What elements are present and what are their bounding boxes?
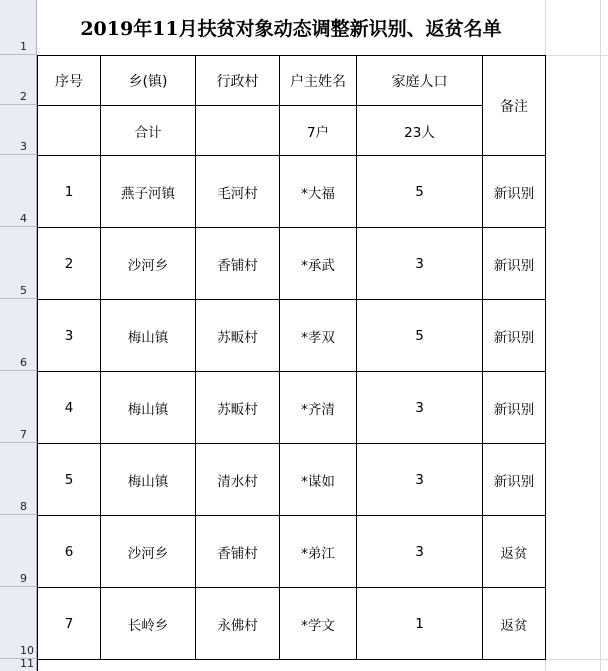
header-village[interactable]: 行政村 bbox=[196, 56, 280, 106]
cell-village[interactable]: 香铺村 bbox=[196, 516, 280, 588]
cell-family-size[interactable]: 3 bbox=[357, 228, 483, 300]
cell-remarks[interactable]: 新识别 bbox=[483, 444, 546, 516]
cell-seq[interactable]: 3 bbox=[38, 300, 101, 372]
row-header-5[interactable] bbox=[0, 227, 36, 299]
row-number: 1 bbox=[20, 40, 27, 53]
table-row bbox=[38, 372, 546, 444]
row-number: 11 bbox=[20, 657, 34, 670]
cell-town[interactable]: 梅山镇 bbox=[101, 444, 196, 516]
cell-seq[interactable]: 2 bbox=[38, 228, 101, 300]
header-family-size[interactable]: 家庭人口 bbox=[357, 56, 483, 106]
cell-householder[interactable]: *大福 bbox=[280, 156, 357, 228]
row-number: 2 bbox=[20, 90, 27, 103]
row-number: 5 bbox=[20, 284, 27, 297]
table-row bbox=[38, 228, 546, 300]
row-number: 3 bbox=[20, 140, 27, 153]
row-header-2[interactable] bbox=[0, 55, 36, 105]
cell-remarks[interactable]: 新识别 bbox=[483, 300, 546, 372]
cell-village[interactable]: 毛河村 bbox=[196, 156, 280, 228]
table-row bbox=[38, 588, 546, 660]
table-row bbox=[38, 516, 546, 588]
row-header-7[interactable] bbox=[0, 371, 36, 443]
cell-remarks[interactable]: 新识别 bbox=[483, 372, 546, 444]
cell-village[interactable]: 苏畈村 bbox=[196, 372, 280, 444]
sheet-title[interactable]: 2019年11月扶贫对象动态调整新识别、返贫名单 bbox=[80, 18, 502, 40]
summary-village-cell[interactable] bbox=[196, 106, 280, 156]
table-row bbox=[38, 300, 546, 372]
cell-village[interactable]: 清水村 bbox=[196, 444, 280, 516]
cell-town[interactable]: 梅山镇 bbox=[101, 372, 196, 444]
row-header-3[interactable] bbox=[0, 105, 36, 155]
row-number: 4 bbox=[20, 212, 27, 225]
row-number: 6 bbox=[20, 356, 27, 369]
row-number: 10 bbox=[20, 644, 34, 657]
row-number: 7 bbox=[20, 428, 27, 441]
cell-seq[interactable]: 1 bbox=[38, 156, 101, 228]
cell-town[interactable]: 沙河乡 bbox=[101, 228, 196, 300]
cell-householder[interactable]: *承武 bbox=[280, 228, 357, 300]
cell-village[interactable]: 永佛村 bbox=[196, 588, 280, 660]
cell-family-size[interactable]: 5 bbox=[357, 300, 483, 372]
summary-label[interactable]: 合计 bbox=[101, 106, 196, 156]
summary-seq-cell[interactable] bbox=[38, 106, 101, 156]
cell-town[interactable]: 沙河乡 bbox=[101, 516, 196, 588]
cell-householder[interactable]: *弟江 bbox=[280, 516, 357, 588]
cell-town[interactable]: 长岭乡 bbox=[101, 588, 196, 660]
row-header-6[interactable] bbox=[0, 299, 36, 371]
cell-householder[interactable]: *谋如 bbox=[280, 444, 357, 516]
cell-seq[interactable]: 4 bbox=[38, 372, 101, 444]
table-row bbox=[38, 156, 546, 228]
summary-households[interactable]: 7户 bbox=[280, 106, 357, 156]
header-row bbox=[38, 56, 546, 106]
summary-row bbox=[38, 106, 546, 156]
cell-householder[interactable]: *齐清 bbox=[280, 372, 357, 444]
cell-seq[interactable]: 7 bbox=[38, 588, 101, 660]
row-number: 8 bbox=[20, 500, 27, 513]
header-remarks[interactable]: 备注 bbox=[483, 56, 546, 156]
cell-family-size[interactable]: 5 bbox=[357, 156, 483, 228]
data-table bbox=[37, 55, 546, 660]
cell-village[interactable]: 苏畈村 bbox=[196, 300, 280, 372]
cell-town[interactable]: 梅山镇 bbox=[101, 300, 196, 372]
cell-village[interactable]: 香铺村 bbox=[196, 228, 280, 300]
cell-householder[interactable]: *学文 bbox=[280, 588, 357, 660]
cell-remarks[interactable]: 新识别 bbox=[483, 228, 546, 300]
cell-seq[interactable]: 6 bbox=[38, 516, 101, 588]
row-header-1[interactable] bbox=[0, 0, 36, 55]
cell-remarks[interactable]: 新识别 bbox=[483, 156, 546, 228]
cell-family-size[interactable]: 3 bbox=[357, 444, 483, 516]
row-header-4[interactable] bbox=[0, 155, 36, 227]
cell-householder[interactable]: *孝双 bbox=[280, 300, 357, 372]
grid-line bbox=[600, 0, 601, 671]
cell-town[interactable]: 燕子河镇 bbox=[101, 156, 196, 228]
summary-people[interactable]: 23人 bbox=[357, 106, 483, 156]
cell-seq[interactable]: 5 bbox=[38, 444, 101, 516]
header-town[interactable]: 乡(镇) bbox=[101, 56, 196, 106]
row-header-8[interactable] bbox=[0, 443, 36, 515]
header-householder[interactable]: 户主姓名 bbox=[280, 56, 357, 106]
row-header-10[interactable] bbox=[0, 587, 36, 659]
cell-family-size[interactable]: 1 bbox=[357, 588, 483, 660]
empty-row-11[interactable] bbox=[37, 659, 546, 671]
cell-remarks[interactable]: 返贫 bbox=[483, 588, 546, 660]
cell-family-size[interactable]: 3 bbox=[357, 516, 483, 588]
cell-remarks[interactable]: 返贫 bbox=[483, 516, 546, 588]
row-header-9[interactable] bbox=[0, 515, 36, 587]
row-number: 9 bbox=[20, 572, 27, 585]
header-seq[interactable]: 序号 bbox=[38, 56, 101, 106]
cell-family-size[interactable]: 3 bbox=[357, 372, 483, 444]
row-header-11[interactable] bbox=[0, 659, 36, 671]
table-row bbox=[38, 444, 546, 516]
